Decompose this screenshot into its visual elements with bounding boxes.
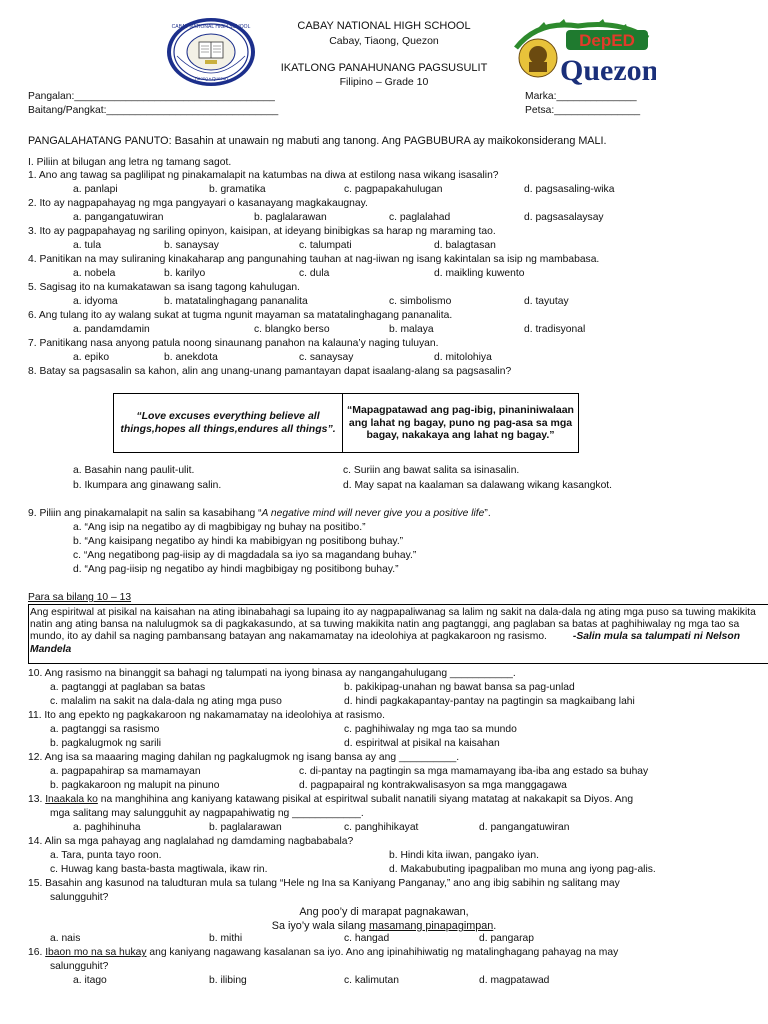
q9-choice-b[interactable]: b. “Ang kaisipang negatibo ay hindi ka mabibigyan ng positibong buhay.”: [73, 536, 404, 547]
q7-choice-b[interactable]: b. anekdota: [164, 352, 218, 363]
q10-choice-d[interactable]: d. hindi pagkakapantay-pantay na pagtingin sa magkaibang lahi: [344, 696, 635, 707]
q16-stem-line2: salungguhit?: [50, 961, 109, 972]
q9-stem-quote: A negative mind will never give you a positive life: [261, 508, 485, 519]
q15-verse2-post: .: [493, 920, 497, 932]
q14-choice-b[interactable]: b. Hindi kita iiwan, pangako iyan.: [389, 850, 539, 861]
q4-choice-d[interactable]: d. maikling kuwento: [434, 268, 525, 279]
q16-number: 16.: [28, 947, 46, 958]
q1-choice-a[interactable]: a. panlapi: [73, 184, 118, 195]
q10-choice-a[interactable]: a. pagtanggi at paglaban sa batas: [50, 682, 206, 693]
q13-stem-rest: na manghihina ang kaniyang katawang pisikal at espiritwal subalit nanatili siyang matatag at nakakapit sa Diyos. Ang: [97, 794, 634, 805]
q16-stem-rest: ang kaniyang nagawang kasalanan sa iyo. Ano ang ipinahihiwatig ng matalinghagang pahayag na may: [146, 947, 619, 958]
q15-choice-b[interactable]: b. mithi: [209, 933, 243, 944]
q15-choice-c[interactable]: c. hangad: [344, 933, 390, 944]
q6-choice-a[interactable]: a. pandamdamin: [73, 324, 150, 335]
q10-stem: 10. Ang rasismo na binanggit sa bahagi ng talumpati na iyong binasa ay nangangahulugang ___________.: [28, 668, 516, 679]
q15-choice-a[interactable]: a. nais: [50, 933, 81, 944]
q2-stem: 2. Ito ay nagpapahayag ng mga pangyayari o kasanayang magkakaugnay.: [28, 198, 368, 209]
q1-choice-c[interactable]: c. pagpapakahulugan: [344, 184, 443, 195]
q9-stem-post: ”.: [484, 508, 491, 519]
q6-choice-d[interactable]: d. tradisyonal: [524, 324, 586, 335]
score-field[interactable]: Marka:______________: [525, 91, 637, 102]
q5-stem: 5. Sagisag ito na kumakatawan sa isang tagong kahulugan.: [28, 282, 300, 293]
q10-choice-b[interactable]: b. pakikipag-unahan ng bawat bansa sa pag-unlad: [344, 682, 575, 693]
q10-choice-c[interactable]: c. malalim na sakit na dala-dala ng ating mga puso: [50, 696, 282, 707]
q3-choice-a[interactable]: a. tula: [73, 240, 102, 251]
q4-choice-b[interactable]: b. karilyo: [164, 268, 206, 279]
q14-choice-c[interactable]: c. Huwag kang basta-basta magtiwala, ikaw rin.: [50, 864, 268, 875]
q4-stem: 4. Panitikan na may suliraning kinakaharap ang pangunahing tauhan at nag-iiwan ng isang kakintalan sa isip ng mambabasa.: [28, 254, 600, 265]
q16-choice-b[interactable]: b. ilibing: [209, 975, 247, 986]
q5-choice-c[interactable]: c. simbolismo: [389, 296, 452, 307]
q9-stem-pre: 9. Piliin ang pinakamalapit na salin sa kasabihang “: [28, 508, 262, 519]
q1-stem: 1. Ano ang tawag sa paglilipat ng pinakamalapit na katumbas na diwa at estilong nasa wikang isasalin?: [28, 170, 499, 181]
q16-choice-a[interactable]: a. itago: [73, 975, 107, 986]
section-field[interactable]: Baitang/Pangkat:______________________________: [28, 105, 279, 116]
q15-verse-line1: Ang poo’y di marapat pagnakawan,: [299, 906, 469, 918]
q3-choice-d[interactable]: d. balagtasan: [434, 240, 496, 251]
passage-body: Ang espiritwal at pisikal na kaisahan na ating ibinabahagi sa lupaing ito ay nagpapaliwanag sa lalim ng sakit na dala-dala ng ating mga puso sa tuwing makikita natin ang ating bansa na nalulugmok sa di pagkakasundo, at sa tuwing makikita natin ang pagtanggi, ang paglaban sa batas at paghihiwalay ng mga tao sa mundo, ito ay dahil sa naging pambansang batayan ang nakamamatay na ideolohiya at pagkakaroon ng rasismo.: [30, 607, 756, 643]
exam-title: IKATLONG PANAHUNANG PAGSUSULIT: [280, 62, 488, 74]
q8-stem: 8. Batay sa pagsasalin sa kahon, alin ang unang-unang pamantayan dapat isaalang-alang sa pagsasalin?: [28, 366, 512, 377]
translation-box: [113, 393, 579, 453]
q2-choice-a[interactable]: a. pangangatuwiran: [73, 212, 164, 223]
q12-choice-b[interactable]: b. pagkakaroon ng malupit na pinuno: [50, 780, 220, 791]
school-address: Cabay, Tiaong, Quezon: [329, 35, 439, 47]
q7-choice-a[interactable]: a. epiko: [73, 352, 110, 363]
q3-choice-b[interactable]: b. sanaysay: [164, 240, 219, 251]
passage-text: [30, 607, 768, 656]
q9-choice-c[interactable]: c. “Ang negatibong pag-iisip ay di magdadala sa iyo sa magandang buhay.”: [73, 550, 417, 561]
q15-verse-line2: [0, 920, 768, 933]
q1-choice-d[interactable]: d. pagsasaling-wika: [524, 184, 615, 195]
q16-choice-c[interactable]: c. kalimutan: [344, 975, 399, 986]
deped-quezon-emblem: [508, 18, 656, 88]
q13-stem-line2: mga salitang may salungguhit ay nagpapahiwatig ng ____________.: [50, 808, 364, 819]
q14-choice-a[interactable]: a. Tara, punta tayo roon.: [50, 850, 162, 861]
q15-choice-d[interactable]: d. pangarap: [479, 933, 534, 944]
q11-choice-b[interactable]: b. pagkalugmok ng sarili: [50, 738, 162, 749]
q15-stem: 15. Basahin ang kasunod na taludturan mula sa tulang “Hele ng Ina sa Kaniyang Panganay,” ano ang ibig sabihin ng salitang may: [28, 878, 620, 889]
passage-title: Para sa bilang 10 – 13: [28, 592, 132, 603]
q12-choice-d[interactable]: d. pagpapairal ng kontrakwalisasyon sa mga manggagawa: [299, 780, 567, 791]
q11-stem: 11. Ito ang epekto ng pagkakaroon ng nakamamatay na ideolohiya at rasismo.: [28, 710, 385, 721]
q11-choice-c[interactable]: c. paghihiwalay ng mga tao sa mundo: [344, 724, 517, 735]
translation-target-cell: “Mapagpatawad ang pag-ibig, pinaniniwalaan ang lahat ng bagay, puno ng pag-asa sa mga bagay, nakakaya ang lahat ng bagay.”: [347, 403, 574, 442]
q2-choice-d[interactable]: d. pagsasalaysay: [524, 212, 604, 223]
q11-choice-a[interactable]: a. pagtanggi sa rasismo: [50, 724, 160, 735]
q5-choice-a[interactable]: a. idyoma: [73, 296, 118, 307]
q3-stem: 3. Ito ay pagpapahayag ng sariling opinyon, kaisipan, at ideyang binibigkas sa harap ng maraming tao.: [28, 226, 496, 237]
q7-choice-c[interactable]: c. sanaysay: [299, 352, 354, 363]
q6-stem: 6. Ang tulang ito ay walang sukat at tugma ngunit mayaman sa matatalinghagang pananalita.: [28, 310, 453, 321]
exam-subject: Filipino – Grade 10: [339, 76, 429, 88]
q13-underlined-phrase: Inaakala ko: [45, 794, 98, 805]
q6-choice-b[interactable]: b. malaya: [389, 324, 434, 335]
q9-choice-a[interactable]: a. “Ang isip na negatibo ay di magbibigay ng buhay na positibo.”: [73, 522, 366, 533]
q8-choice-d[interactable]: d. May sapat na kaalaman sa dalawang wikang kasangkot.: [343, 480, 613, 491]
q9-choice-d[interactable]: d. “Ang pag-iisip ng negatibo ay hindi magbibigay ng positibong buhay.”: [73, 564, 399, 575]
deped-quezon-logo: [508, 18, 656, 88]
date-field[interactable]: Petsa:_______________: [525, 105, 641, 116]
q2-choice-b[interactable]: b. paglalarawan: [254, 212, 327, 223]
q14-stem: 14. Alin sa mga pahayag ang naglalahad ng damdaming nagbababala?: [28, 836, 354, 847]
q13-stem: [28, 794, 633, 806]
q13-choice-a[interactable]: a. paghihinuha: [73, 822, 141, 833]
svg-text:Tiaong • Quezon: Tiaong • Quezon: [194, 76, 228, 81]
q12-choice-c[interactable]: c. di-pantay na pagtingin sa mga mamamayang iba-iba ang estado sa buhay: [299, 766, 649, 777]
q4-choice-c[interactable]: c. dula: [299, 268, 330, 279]
part-one-instruction: I. Piliin at bilugan ang letra ng tamang sagot.: [28, 157, 232, 168]
q14-choice-d[interactable]: d. Makabubuting ipagpaliban mo muna ang iyong pag-alis.: [389, 864, 656, 875]
deped-badge-text: DepED: [579, 31, 635, 50]
passage-source: -Salin mula sa talumpati ni Nelson Mandela: [30, 631, 740, 655]
q16-underlined-phrase: Ibaon mo na sa hukay: [45, 947, 147, 958]
q2-choice-c[interactable]: c. paglalahad: [389, 212, 451, 223]
q13-choice-c[interactable]: c. panghihikayat: [344, 822, 419, 833]
q5-choice-d[interactable]: d. tayutay: [524, 296, 569, 307]
q8-choice-c[interactable]: c. Suriin ang bawat salita sa isinasalin.: [343, 465, 520, 476]
q3-choice-c[interactable]: c. talumpati: [299, 240, 352, 251]
q13-choice-b[interactable]: b. paglalarawan: [209, 822, 282, 833]
q4-choice-a[interactable]: a. nobela: [73, 268, 116, 279]
q12-choice-a[interactable]: a. pagpapahirap sa mamamayan: [50, 766, 201, 777]
q8-choice-a[interactable]: a. Basahin nang paulit-ulit.: [73, 465, 195, 476]
q15-stem-line2: salungguhit?: [50, 892, 109, 903]
q12-stem: 12. Ang isa sa maaaring maging dahilan ng pagkalugmok ng isang bansa ay ang __________.: [28, 752, 460, 763]
q15-verse2-underlined: masamang pinapagimpan: [368, 920, 494, 932]
q6-choice-c[interactable]: c. blangko berso: [254, 324, 330, 335]
q7-choice-d[interactable]: d. mitolohiya: [434, 352, 492, 363]
school-name: CABAY NATIONAL HIGH SCHOOL: [297, 20, 471, 32]
q8-choice-b[interactable]: b. Ikumpara ang ginawang salin.: [73, 480, 222, 491]
translation-source-cell: “Love excuses everything believe all things,hopes all things,endures all things”.: [114, 394, 343, 452]
q16-stem: [28, 947, 618, 959]
svg-text:CABAY NATIONAL HIGH SCHOOL: CABAY NATIONAL HIGH SCHOOL: [171, 24, 251, 30]
q16-choice-d[interactable]: d. magpatawad: [479, 975, 550, 986]
q1-choice-b[interactable]: b. gramatika: [209, 184, 266, 195]
general-instructions: PANGALAHATANG PANUTO: Basahin at unawain ng mabuti ang tanong. Ang PAGBUBURA ay maikokonsiderang MALI.: [28, 135, 607, 147]
q9-stem: [28, 508, 491, 520]
name-field[interactable]: Pangalan:___________________________________: [28, 91, 275, 102]
quezon-logo-text: Quezon: [560, 54, 656, 87]
q11-choice-d[interactable]: d. espiritwal at pisikal na kaisahan: [344, 738, 500, 749]
q5-choice-b[interactable]: b. matatalinghagang pananalita: [164, 296, 308, 307]
q15-verse2-pre: Sa iyo’y wala silang: [271, 920, 369, 932]
q7-stem: 7. Panitikang nasa anyong patula noong sinaunang panahon na kalauna’y naging tuluyan.: [28, 338, 439, 349]
q13-choice-d[interactable]: d. pangangatuwiran: [479, 822, 570, 833]
q13-number: 13.: [28, 794, 46, 805]
